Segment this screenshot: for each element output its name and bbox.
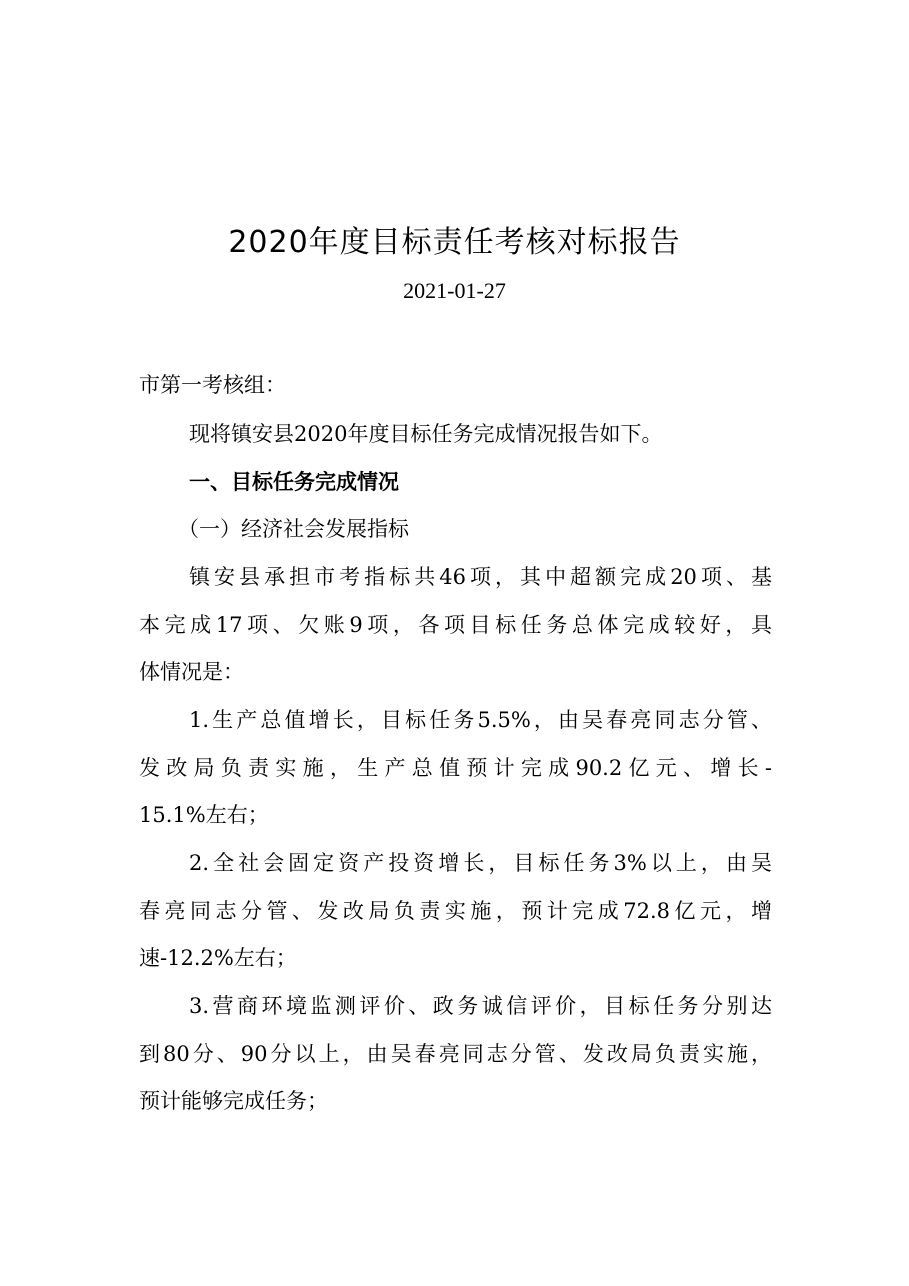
paragraph-line: 本完成17项、欠账9项，各项目标任务总体完成较好，具 xyxy=(139,613,772,637)
document-title: 2020年度目标责任考核对标报告 xyxy=(228,225,681,260)
paragraph-line: 3.营商环境监测评价、政务诚信评价，目标任务分别达 xyxy=(189,994,772,1018)
paragraph-line: 到80分、90分以上，由吴春亮同志分管、发改局负责实施， xyxy=(139,1042,772,1066)
paragraph-line: 15.1%左右； xyxy=(139,803,269,827)
document-date: 2021-01-27 xyxy=(403,278,506,303)
paragraph-line: 体情况是： xyxy=(139,660,244,684)
paragraph-line: 1.生产总值增长，目标任务5.5%，由吴春亮同志分管、 xyxy=(189,708,772,732)
paragraph-line: 预计能够完成任务； xyxy=(139,1089,328,1113)
subsection-heading: （一）经济社会发展指标 xyxy=(178,517,409,541)
paragraph-line: 速-12.2%左右； xyxy=(139,946,297,970)
paragraph-line: 春亮同志分管、发改局负责实施，预计完成72.8亿元，增 xyxy=(139,899,772,923)
paragraph-line: 发改局负责实施，生产总值预计完成90.2亿元、增长- xyxy=(139,756,772,780)
paragraph-line: 2.全社会固定资产投资增长，目标任务3%以上，由吴 xyxy=(189,851,772,875)
intro-paragraph: 现将镇安县2020年度目标任务完成情况报告如下。 xyxy=(189,422,663,446)
section-heading: 一、目标任务完成情况 xyxy=(189,470,399,494)
paragraph-line: 镇安县承担市考指标共46项，其中超额完成20项、基 xyxy=(189,565,772,589)
salutation: 市第一考核组： xyxy=(139,373,286,397)
